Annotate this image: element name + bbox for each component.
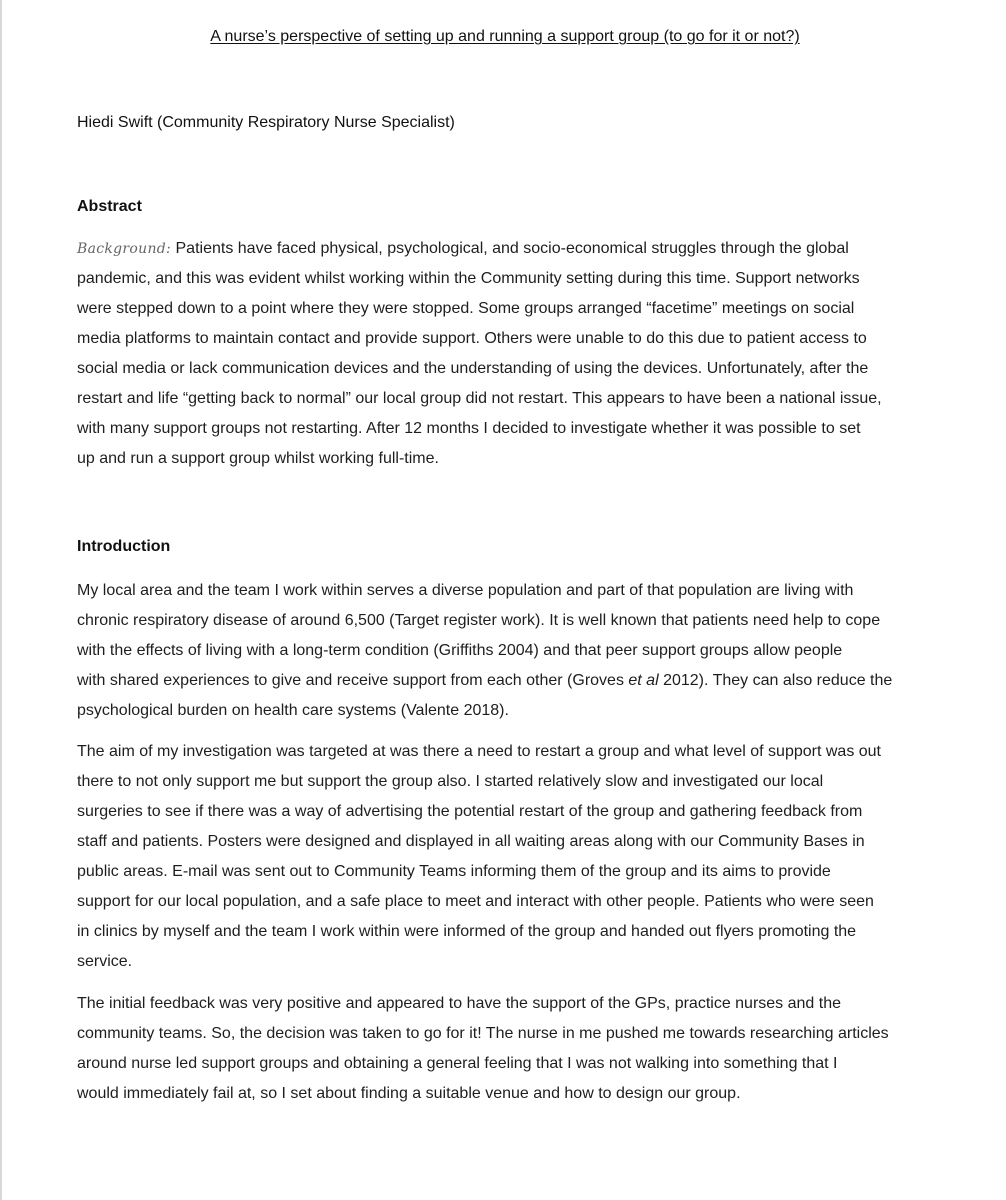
paragraph-line [77,666,937,696]
introduction-paragraph-1 [77,576,937,726]
abstract-paragraph [77,234,937,474]
abstract-line-text: Patients have faced physical, psychological, and socio-economical struggles through the global [171,240,849,257]
introduction-paragraph-3 [77,989,937,1109]
introduction-heading: Introduction [77,538,171,555]
paragraph-line: community teams. So, the decision was taken to go for it! The nurse in me pushed me towards researching articles [77,1025,889,1042]
document-title: A nurse’s perspective of setting up and running a support group (to go for it or not?) [210,28,800,45]
abstract-line: were stepped down to a point where they were stopped. Some groups arranged “facetime” meetings on social [77,300,855,317]
paragraph-line: public areas. E-mail was sent out to Community Teams informing them of the group and its aims to provide [77,863,831,880]
paragraph-line: psychological burden on health care systems (Valente 2018). [77,702,509,719]
abstract-line [77,234,937,264]
abstract-line: pandemic, and this was evident whilst working within the Community setting during this time. Support networks [77,270,860,287]
paragraph-line: My local area and the team I work within serves a diverse population and part of that population are living with [77,582,854,599]
abstract-line: social media or lack communication devices and the understanding of using the devices. Unfortunately, after the [77,360,869,377]
paragraph-line: support for our local population, and a safe place to meet and interact with other people. Patients who were seen [77,893,874,910]
abstract-line: media platforms to maintain contact and provide support. Others were unable to do this due to patient access to [77,330,867,347]
background-label: Background: [77,241,172,257]
paragraph-line: staff and patients. Posters were designed and displayed in all waiting areas along with our Community Bases in [77,833,865,850]
paragraph-line: The initial feedback was very positive and appeared to have the support of the GPs, practice nurses and the [77,995,842,1012]
paragraph-line: there to not only support me but support the group also. I started relatively slow and investigated our local [77,773,824,790]
paragraph-line: The aim of my investigation was targeted at was there a need to restart a group and what level of support was out [77,743,881,760]
paragraph-line: service. [77,953,133,970]
paragraph-line: around nurse led support groups and obtaining a general feeling that I was not walking into something that I [77,1055,838,1072]
paragraph-line: in clinics by myself and the team I work within were informed of the group and handed out flyers promoting the [77,923,857,940]
line-text: with shared experiences to give and receive support from each other (Groves [77,672,629,689]
paragraph-line: chronic respiratory disease of around 6,500 (Target register work). It is well known that patients need help to cope [77,612,881,629]
paragraph-line: would immediately fail at, so I set about finding a suitable venue and how to design our group. [77,1085,741,1102]
abstract-heading: Abstract [77,198,142,215]
paragraph-line: with the effects of living with a long-term condition (Griffiths 2004) and that peer support groups allow people [77,642,843,659]
author-line: Hiedi Swift (Community Respiratory Nurse Specialist) [77,114,455,131]
abstract-line: with many support groups not restarting. After 12 months I decided to investigate whether it was possible to set [77,420,861,437]
abstract-line: restart and life “getting back to normal” our local group did not restart. This appears to have been a national issue, [77,390,882,407]
italic-citation: et al [628,672,659,689]
introduction-paragraph-2 [77,737,937,977]
abstract-line: up and run a support group whilst working full-time. [77,450,439,467]
line-text: 2012). They can also reduce the [658,672,893,689]
paragraph-line: surgeries to see if there was a way of advertising the potential restart of the group and gathering feedback from [77,803,863,820]
